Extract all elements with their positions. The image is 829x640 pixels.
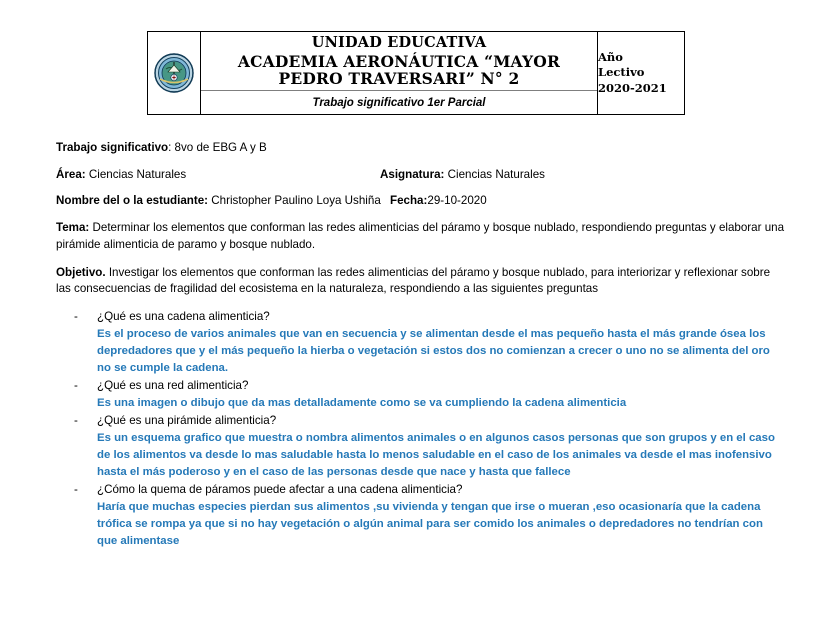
fecha-group <box>390 193 487 209</box>
nombre-value: Christopher Paulino Loya Ushiña <box>208 194 381 208</box>
fecha-label: Fecha: <box>390 194 428 208</box>
dash-bullet-icon: - <box>74 379 78 393</box>
trabajo-label: Trabajo significativo <box>56 141 169 154</box>
header-subtitle: Trabajo significativo 1er Parcial <box>312 97 486 110</box>
school-crest-icon <box>154 53 194 93</box>
questions-list <box>56 309 786 550</box>
objetivo-paragraph <box>56 265 786 299</box>
objetivo-label: Objetivo. <box>56 265 106 279</box>
objetivo-text: Investigar los elementos que conforman las redes alimenticias del páramo y bosque nublado, para interiorizar y reflexionar sobre las consecuencias de fragilidad del ecosistema en la naturaleza, respondiendo a las siguientes preguntas <box>56 265 771 296</box>
field-nombre-fecha <box>56 193 786 209</box>
list-item <box>56 413 786 481</box>
header-title-cell <box>201 32 598 115</box>
school-year-cell <box>598 32 685 115</box>
school-year-label-1: Año <box>598 49 623 64</box>
list-item <box>56 482 786 550</box>
institution-name-line1: UNIDAD EDUCATIVA <box>311 34 487 51</box>
question-text: ¿Qué es una pirámide alimenticia? <box>97 414 277 428</box>
tema-text: Determinar los elementos que conforman las redes alimenticias del páramo y bosque nublado, respondiendo preguntas y elaborar una pirámide alimenticia de paramo y bosque nublado. <box>56 220 785 251</box>
field-area-asignatura <box>56 167 786 183</box>
list-item <box>56 309 786 377</box>
dash-bullet-icon: - <box>74 310 78 324</box>
answer-text: Haría que muchas especies pierdan sus alimentos ,su vivienda y tengan que irse o mueran ,eso ocasionaría que la cadena trófica se rompa ya que si no hay vegetación o algún animal para ser comido los animales o depredadores no tendrían con que alimentase <box>97 501 763 548</box>
answer-text: Es una imagen o dibujo que da mas detalladamente como se va cumpliendo la cadena alimenticia <box>97 397 627 410</box>
asignatura-group <box>380 167 545 183</box>
institution-name-line2: ACADEMIA AERONÁUTICA “MAYOR PEDRO TRAVERSARI” N° 2 <box>237 51 561 89</box>
dash-bullet-icon: - <box>74 483 78 497</box>
answer-text: Es el proceso de varios animales que van en secuencia y se alimentan desde el mas pequeño hasta el más grande ósea los depredadores que y el más pequeño la hierba o vegetación si estos dos no comienzan a crecer o uno no se alimenta del oro no se cumple la cadena. <box>97 327 770 375</box>
list-item <box>56 378 786 412</box>
header-row <box>148 32 685 115</box>
school-year-value: 2020-2021 <box>598 80 667 95</box>
logo-cell <box>148 32 201 115</box>
asignatura-label: Asignatura: <box>380 167 445 181</box>
document-header-table <box>147 31 685 115</box>
asignatura-value: Ciencias Naturales <box>444 167 545 181</box>
trabajo-value: : 8vo de EBG A y B <box>168 141 267 154</box>
tema-paragraph <box>56 220 786 254</box>
tema-label: Tema: <box>56 220 90 234</box>
question-text: ¿Cómo la quema de páramos puede afectar a una cadena alimenticia? <box>97 483 463 497</box>
dash-bullet-icon: - <box>74 414 78 428</box>
header-subtitle-row <box>201 90 597 114</box>
question-text: ¿Qué es una red alimenticia? <box>97 379 249 393</box>
document-body <box>56 140 786 551</box>
header-title-block <box>201 32 597 88</box>
nombre-label: Nombre del o la estudiante: <box>56 194 209 208</box>
school-year-label-2: Lectivo <box>598 65 645 80</box>
field-trabajo-significativo <box>56 140 786 156</box>
fecha-value: 29-10-2020 <box>427 194 487 208</box>
question-text: ¿Qué es una cadena alimenticia? <box>97 310 270 324</box>
area-label: Área: <box>56 167 86 181</box>
area-value: Ciencias Naturales <box>85 167 187 181</box>
answer-text: Es un esquema grafico que muestra o nombra alimentos animales o en algunos casos personas que son grupos y en el caso de los alimentos va desde lo mas saludable hasta lo menos saludable en el caso de los animales va desde el mas inofensivo hasta el más poderoso y en el caso de las personas desde que nace y hasta que fallece <box>97 431 775 479</box>
